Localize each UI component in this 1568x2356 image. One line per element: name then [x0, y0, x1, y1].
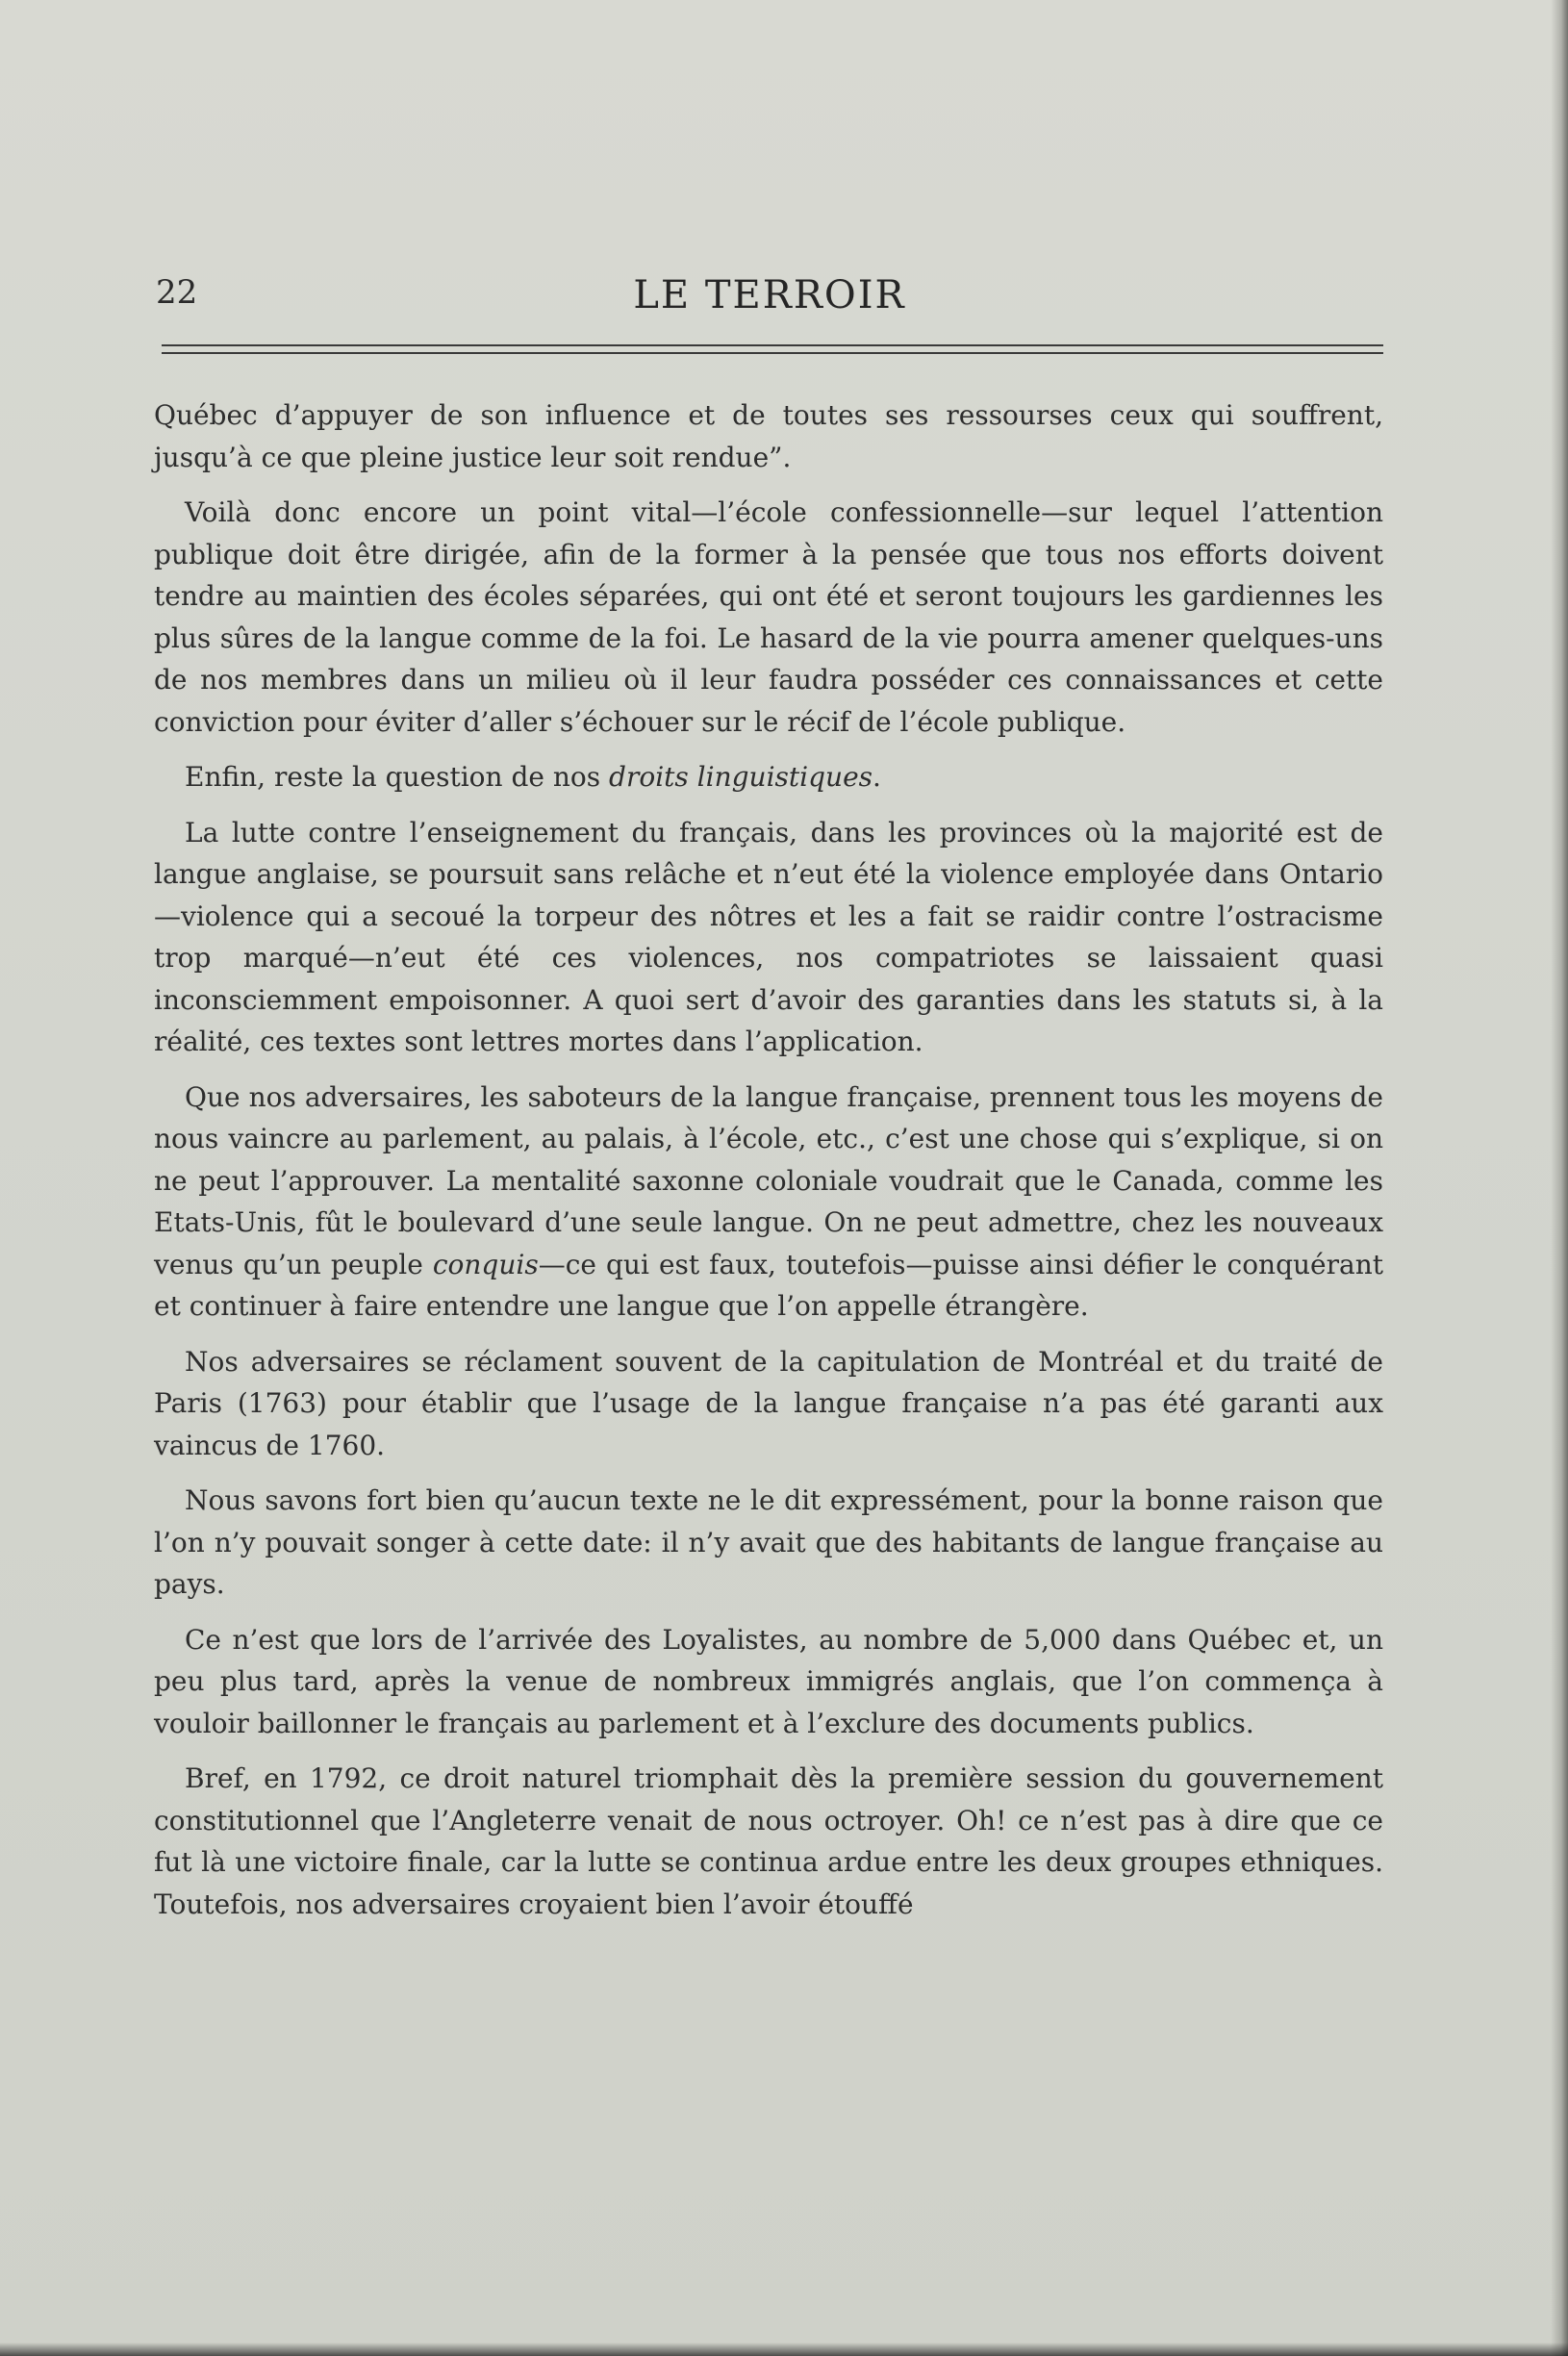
paragraph-text: —ce qui est faux, toutefois—puisse ainsi défier le conquérant et continuer à faire entendre une langue que l’on appelle étrangère.: [154, 1248, 1383, 1322]
paragraph-text: Ce n’est que lors de l’arrivée des Loyalistes, au nombre de 5,000 dans Québec et, un peu plus tard, après la venue de nombreux immigrés anglais, que l’on commença à vouloir baillonner le français au parlement et à l’exclure des documents publics.: [154, 1623, 1383, 1739]
paragraph: [154, 1480, 1383, 1606]
running-header: [154, 269, 1385, 327]
italic-emphasis: droits linguistiques: [609, 761, 873, 793]
paragraph: [154, 1341, 1383, 1467]
paragraph-text: Nos adversaires se réclament souvent de la capitulation de Montréal et du traité de Paris (1763) pour établir que l’usage de la langue française n’a pas été garanti aux vaincus de 1760.: [154, 1345, 1383, 1461]
page-bottom-edge: [0, 2343, 1568, 2356]
paragraph-text: La lutte contre l’enseignement du français, dans les provinces où la majorité est de langue anglaise, se poursuit sans relâche et n’eut été la violence employée dans Ontario—violence qui a secoué la torpeur des nôtres et les a fait se raidir contre l’ostracisme trop marqué—n’eut été ces violences, nos compatriotes se laissaient quasi inconsciemment empoisonner. A quoi sert d’avoir des garanties dans les statuts si, à la réalité, ces textes sont lettres mortes dans l’application.: [154, 816, 1383, 1057]
header-rule-bottom: [162, 352, 1383, 354]
book-spine-shadow: [1551, 0, 1568, 2356]
paragraph: [154, 1619, 1383, 1745]
page-number: 22: [156, 273, 198, 312]
article-body: [154, 394, 1383, 1938]
paragraph-text: Bref, en 1792, ce droit naturel triomphait dès la première session du gouvernement constitutionnel que l’Angleterre venait de nous octroyer. Oh! ce n’est pas à dire que ce fut là une victoire finale, car la lutte se continua ardue entre les deux groupes ethniques. Toutefois, nos adversaires croyaient bien l’avoir étouffé: [154, 1762, 1383, 1920]
paragraph-continuation: [154, 394, 1383, 478]
paragraph: [154, 812, 1383, 1063]
italic-emphasis: conquis: [432, 1248, 539, 1280]
journal-title: LE TERROIR: [633, 273, 906, 317]
header-rule-top: [162, 344, 1383, 346]
paragraph-text: Québec d’appuyer de son influence et de toutes ses ressourses ceux qui souffrent, jusqu’à ce que pleine justice leur soit rendue”.: [154, 399, 1383, 473]
paragraph-text: .: [873, 761, 881, 793]
paragraph-text: Voilà donc encore un point vital—l’école confessionnelle—sur lequel l’attention publique doit être dirigée, afin de la former à la pensée que tous nos efforts doivent tendre au maintien des écoles séparées, qui ont été et seront toujours les gardiennes les plus sûres de la langue comme de la foi. Le hasard de la vie pourra amener quelques-uns de nos membres dans un milieu où il leur faudra posséder ces connaissances et cette conviction pour éviter d’aller s’échouer sur le récif de l’école publique.: [154, 496, 1383, 738]
paragraph-text: Enfin, reste la question de nos: [185, 761, 610, 793]
paragraph: [154, 1077, 1383, 1328]
paragraph-text: Que nos adversaires, les saboteurs de la langue française, prennent tous les moyens de nous vaincre au parlement, au palais, à l’école, etc., c’est une chose qui s’explique, si on ne peut l’approuver. La mentalité saxonne coloniale voudrait que le Canada, comme les Etats-Unis, fût le boulevard d’une seule langue. On ne peut admettre, chez les nouveaux venus qu’un peuple: [154, 1080, 1383, 1280]
paragraph: [154, 492, 1383, 743]
paragraph-text: Nous savons fort bien qu’aucun texte ne le dit expressément, pour la bonne raison que l’on n’y pouvait songer à cette date: il n’y avait que des habitants de langue française au pays.: [154, 1484, 1383, 1600]
paragraph: [154, 1758, 1383, 1925]
paragraph: [154, 756, 1383, 798]
